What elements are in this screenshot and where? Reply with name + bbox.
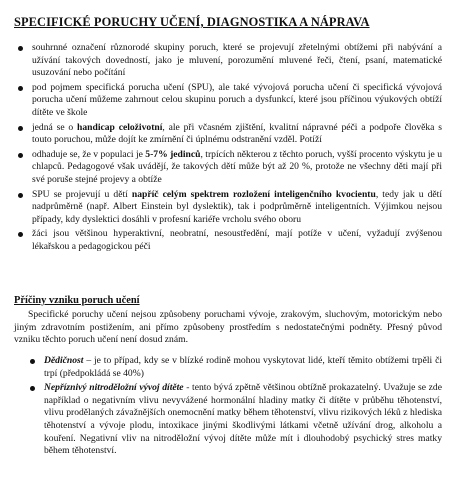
bullet-text: pod pojmem specifická porucha učení (SPU), ale také vývojová porucha učení či specifická vývojová porucha učení můžeme zahrnout celou skupinu poruch a dysfunkcí, které jsou příčinou výukových obtíží dítěte ve škole [32,81,442,118]
bullet-item [16,228,442,253]
bullet-text: , ale při včasném zjištění, kvalitní nápravné péči a podpoře člověka s touto poruchou, může dojít ke zmírnění či úplnému odstranění vzděl. Potíží [32,121,442,146]
bullet-dot-icon [18,126,23,131]
bullet-dot-icon [18,153,23,158]
cause-item [28,355,442,380]
bullet-item [16,189,442,227]
bullet-item [16,42,442,80]
cause-text: – je to případ, kdy se v blízké rodině mohou vyskytovat lidé, kteří těmito obtížemi trpěli či trpí (předpokládá se 40%) [44,355,442,379]
bullet-text: , tedy jak u dětí nadprůměrně (např. Albert Einstein byl dyslektik), tak i podprůměrně inteligentních. Výjimkou nejsou případy, kdy dyslektici dosáhli v profesní kariéře vrcholu svého oboru [32,188,442,225]
bullet-text: jedná se o [32,121,78,133]
bullet-item [16,149,442,187]
bullet-text: SPU se projevují u dětí [32,188,132,200]
bullet-text: žáci jsou většinou hyperaktivní, neobratní, nesoustředění, mají potíže v učení, vyžadují zvýšenou lékařskou a pedagogickou péči [32,228,442,252]
bullet-list [16,42,442,256]
causes-list [28,355,442,460]
section-paragraph: Specifické poruchy učení nejsou způsobeny poruchami vývoje, zrakovým, sluchovým, motorickým nebo jiným zdravotním postižením, ani přímo způsobeny prostředím s nedostatečnými podněty. Přesný původ vzniku těchto poruch učení není dosud znám. [14,309,442,346]
bold-text: 5-7% jedinců [145,148,201,160]
bold-text: handicap celoživotní [77,121,163,133]
cause-text: - tento bývá zpětně většinou obtížně prokazatelný. Uvažuje se zde například o negativním vlivu nevyvážené hormonální hladiny matky či dítěte v průběhu těhotenství, vlivu prodělaných závažnějších onemocnění matky během těhotenství, vlivu rizikových léků z hlediska těhotenství a vývoje plodu, intoxikace jinými škodlivými látkami včetně užívání drog, alkoholu a kouření. Negativní vliv na nitroděložní vývoj dítěte může mít i dlouhodobý psychický stres matky během těhotenství. [44,382,442,457]
bullet-dot-icon [18,46,23,51]
bullet-dot-icon [30,359,35,364]
bullet-dot-icon [18,232,23,237]
cause-term: Nepříznivý nitroděložní vývoj dítěte [44,382,184,394]
bullet-text: odhaduje se, že v populaci je [32,148,146,160]
bullet-dot-icon [18,86,23,91]
section-heading: Příčiny vzniku poruch učení [14,295,140,306]
cause-item [28,382,442,458]
page-title: SPECIFICKÉ PORUCHY UČENÍ, DIAGNOSTIKA A NÁPRAVA [14,15,370,29]
bullet-item [16,82,442,120]
bullet-text: souhrnné označení různorodé skupiny poruch, které se projevují zřetelnými obtížemi při nabývání a užívání takových dovedností, jako je mluvení, porozumění mluvené řeči, čtení, psaní, matematické usuzování nebo počítání [32,42,442,79]
cause-term: Dědičnost [44,355,84,366]
bullet-dot-icon [30,386,35,391]
bullet-dot-icon [18,193,23,198]
bullet-item [16,122,442,147]
bullet-text: , trpících některou z těchto poruch, vyšší procento výskytu je u chlapců. Pedagogové však uvádějí, že takových dětí může být až 20 %, protože ne všechny děti mají při své poruše stejné projevy a obtíže [32,148,442,185]
bold-text: napříč celým spektrem rozložení inteligenčního kvocientu [131,188,376,200]
